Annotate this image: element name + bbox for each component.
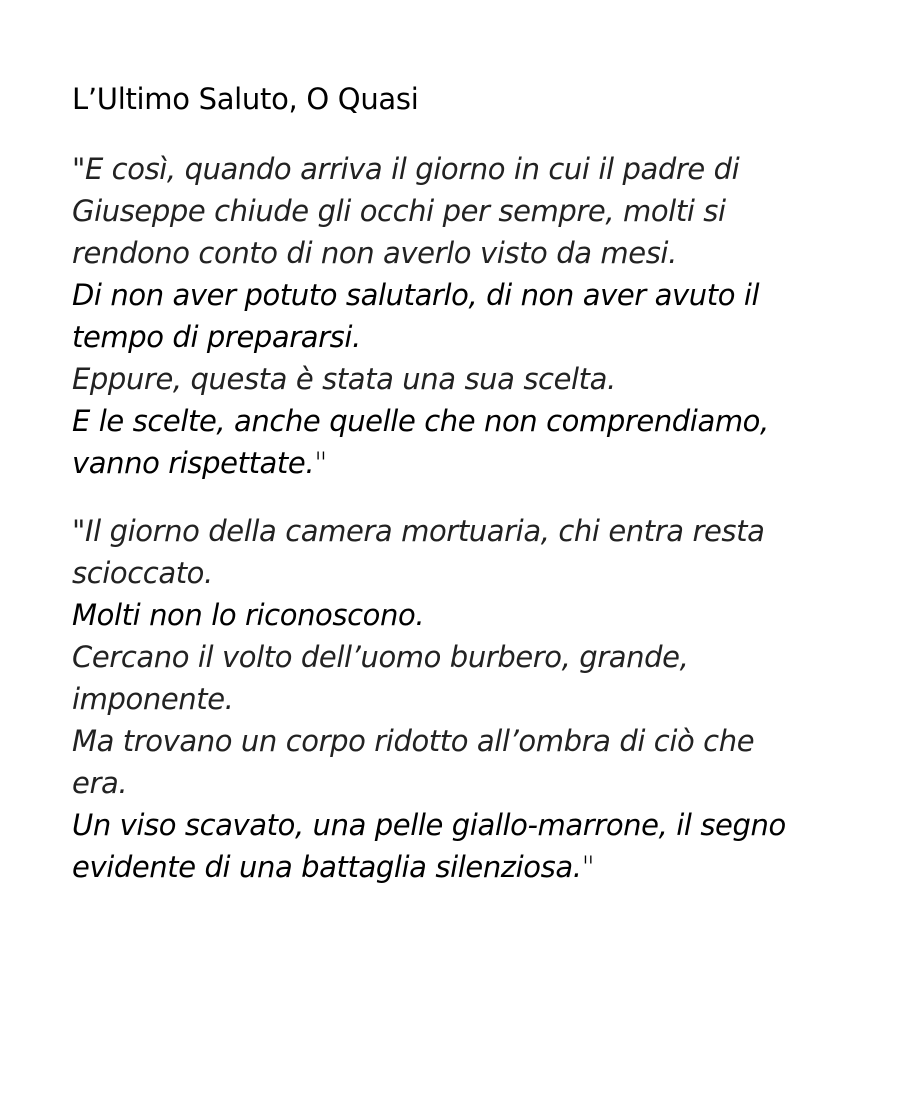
document-body bbox=[72, 148, 862, 888]
closing-quote: " bbox=[314, 446, 328, 480]
text-line bbox=[72, 148, 862, 190]
document-page bbox=[72, 78, 862, 914]
text-line bbox=[72, 274, 862, 316]
text-line bbox=[72, 636, 862, 678]
text-line bbox=[72, 804, 862, 846]
text-line-content: "E così, quando arriva il giorno in cui il padre di bbox=[72, 152, 740, 186]
text-line bbox=[72, 400, 862, 442]
text-line-content: Ma trovano un corpo ridotto all’ombra di ciò che bbox=[72, 724, 755, 758]
text-line-content: Eppure, questa è stata una sua scelta. bbox=[72, 362, 616, 396]
text-line-content: Giuseppe chiude gli occhi per sempre, molti si bbox=[72, 194, 726, 228]
text-line bbox=[72, 678, 862, 720]
text-line-content: rendono conto di non averlo visto da mesi. bbox=[72, 236, 677, 270]
paragraph bbox=[72, 148, 862, 484]
text-line-content: E le scelte, anche quelle che non comprendiamo, bbox=[72, 404, 769, 438]
text-line-content: scioccato. bbox=[72, 556, 213, 590]
text-line-content: "Il giorno della camera mortuaria, chi entra resta bbox=[72, 514, 765, 548]
text-line-content: Molti non lo riconoscono. bbox=[72, 598, 425, 632]
document-title: L’Ultimo Saluto, O Quasi bbox=[72, 82, 419, 116]
text-line-content: era. bbox=[72, 766, 128, 800]
text-line-content: imponente. bbox=[72, 682, 234, 716]
text-line bbox=[72, 316, 862, 358]
text-line-content: Di non aver potuto salutarlo, di non aver avuto il bbox=[72, 278, 760, 312]
text-line bbox=[72, 846, 862, 888]
text-line bbox=[72, 762, 862, 804]
text-line bbox=[72, 232, 862, 274]
text-line bbox=[72, 552, 862, 594]
text-line-content: Cercano il volto dell’uomo burbero, grande, bbox=[72, 640, 689, 674]
text-line bbox=[72, 442, 862, 484]
closing-quote: " bbox=[581, 850, 595, 884]
text-line-content: evidente di una battaglia silenziosa. bbox=[72, 850, 582, 884]
text-line bbox=[72, 720, 862, 762]
text-line-content: Un viso scavato, una pelle giallo-marrone, il segno bbox=[72, 808, 786, 842]
text-line-content: tempo di prepararsi. bbox=[72, 320, 361, 354]
text-line bbox=[72, 358, 862, 400]
text-line bbox=[72, 510, 862, 552]
text-line bbox=[72, 190, 862, 232]
paragraph bbox=[72, 510, 862, 888]
text-line-content: vanno rispettate. bbox=[72, 446, 315, 480]
text-line bbox=[72, 594, 862, 636]
